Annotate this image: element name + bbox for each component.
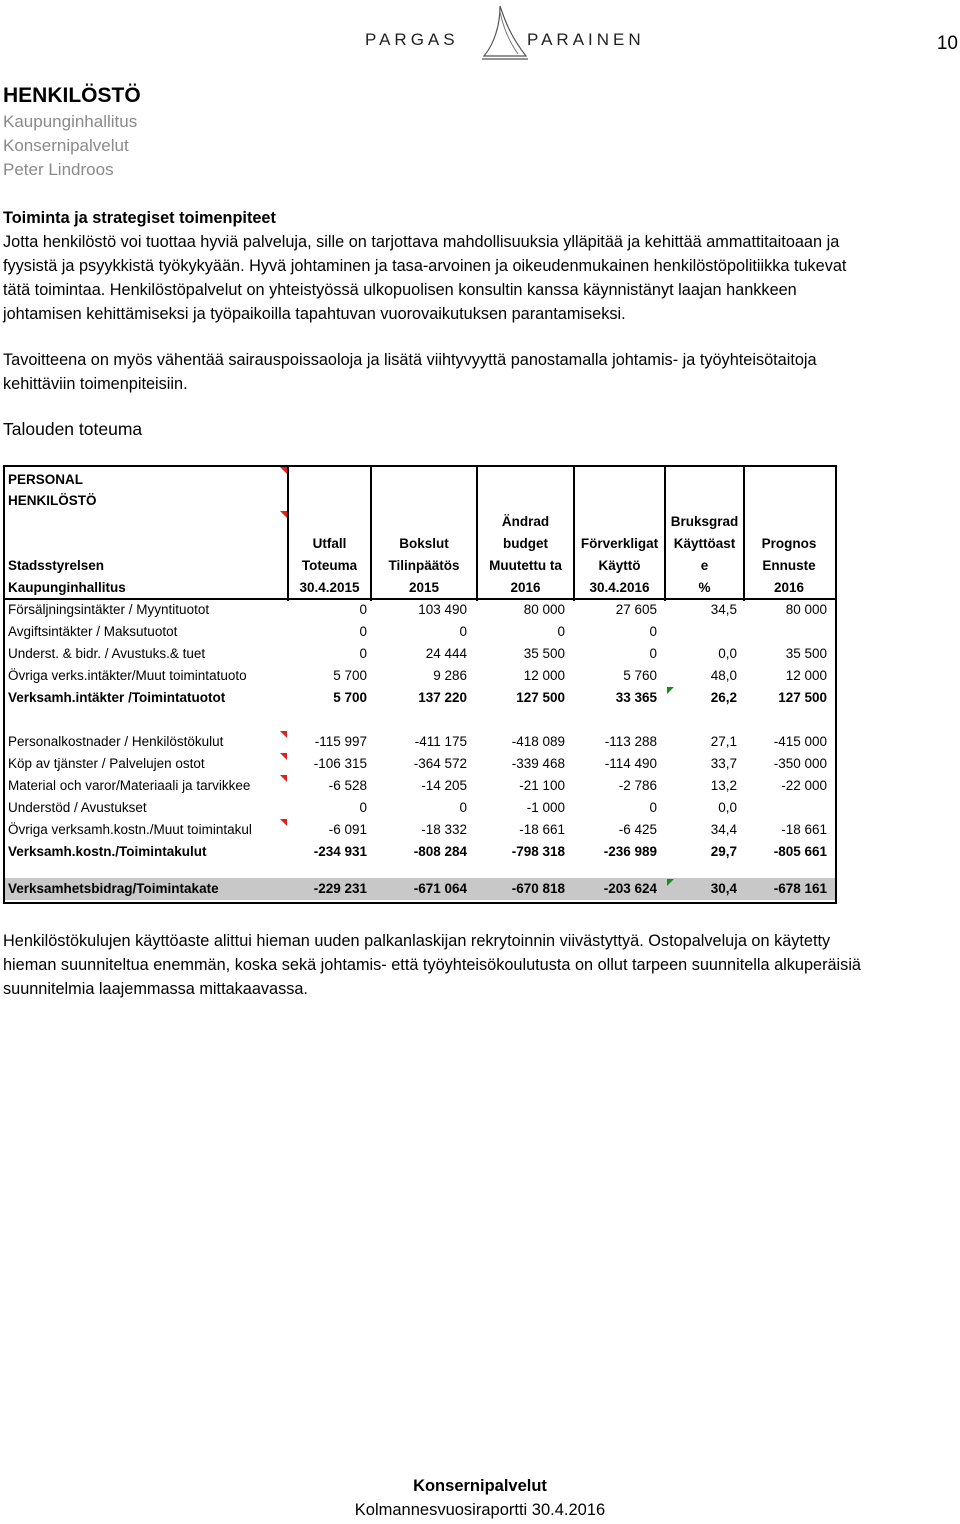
table-label-stadsstyrelsen: Stadsstyrelsen <box>8 558 105 573</box>
comment-marker-icon <box>280 467 287 474</box>
finance-table <box>3 465 837 904</box>
table-cell: -1 000 <box>526 800 565 815</box>
logo-text-pargas: PARGAS <box>365 30 459 49</box>
table-cell: 12 000 <box>785 668 827 683</box>
table-row-label: Övriga verks.intäkter/Muut toimintatuoto <box>8 668 247 683</box>
comment-marker-icon <box>280 775 287 782</box>
table-cell: -18 661 <box>519 822 565 837</box>
comment-marker-icon <box>280 511 287 518</box>
table-cell: -350 000 <box>773 756 827 771</box>
table-cell <box>647 621 737 643</box>
table-cell: 5 760 <box>623 668 657 683</box>
table-cell: 35 500 <box>523 646 565 661</box>
table-cell: -106 315 <box>313 756 367 771</box>
paragraph-goals <box>3 348 953 396</box>
table-cell: 80 000 <box>523 602 565 617</box>
page-title: HENKILÖSTÖ <box>3 84 141 107</box>
table-cell: 80 000 <box>785 602 827 617</box>
table-cell: -6 091 <box>328 822 367 837</box>
table-cell: 0,0 <box>718 800 737 815</box>
table-row-label: Köp av tjänster / Palvelujen ostot <box>8 756 205 771</box>
column-header-text: Prognos <box>761 536 817 551</box>
table-cell: 26,2 <box>710 690 737 705</box>
paragraph-line: kehittäviin toimenpiteisiin. <box>3 375 188 393</box>
table-cell: 33,7 <box>710 756 737 771</box>
subtitle-konsernipalvelut: Konsernipalvelut <box>3 136 129 155</box>
table-cell: -671 064 <box>413 881 467 896</box>
table-cell: -14 205 <box>421 778 467 793</box>
table-cell: -18 661 <box>781 822 827 837</box>
column-header-text: Ennuste <box>762 558 816 573</box>
column-header-text: Toteuma <box>301 558 358 573</box>
table-cell: -678 161 <box>773 881 827 896</box>
table-cell: -670 818 <box>511 881 565 896</box>
table-cell: 127 500 <box>778 690 827 705</box>
table-cell: 29,7 <box>710 844 737 859</box>
column-header-text: Muutettu ta <box>489 558 562 573</box>
table-cell: -808 284 <box>413 844 467 859</box>
paragraph-line: hieman suunniteltua enemmän, koska sekä johtamis- että työyhteisökoulutusta on ollut tarpeen suunnitella alkuperäisiä <box>3 956 861 974</box>
table-cell: 5 700 <box>333 690 367 705</box>
table-cell: 0 <box>649 800 657 815</box>
table-row-label: Övriga verksamh.kostn./Muut toimintakul <box>8 822 252 837</box>
table-cell: 0 <box>359 602 367 617</box>
table-cell: -234 931 <box>313 844 367 859</box>
table-row-label: Verksamh.intäkter /Toimintatuotot <box>8 690 226 705</box>
table-cell: -415 000 <box>773 734 827 749</box>
column-header-text: budget <box>503 536 548 551</box>
table-cell: -113 288 <box>604 734 657 749</box>
footer-report-name: Kolmannesvuosiraportti 30.4.2016 <box>354 1501 606 1519</box>
table-row-label: Material och varor/Materiaali ja tarvikkee <box>8 778 251 793</box>
column-header-text: Käyttö <box>598 558 641 573</box>
column-header-text: Käyttöast <box>673 536 736 551</box>
table-cell: 0 <box>557 624 565 639</box>
column-header-text: Ändrad <box>501 514 550 529</box>
column-header-text: Bruksgrad <box>670 514 739 529</box>
table-label-personal: PERSONAL <box>8 472 84 487</box>
subtitle-author: Peter Lindroos <box>3 160 114 179</box>
table-cell: 0 <box>359 624 367 639</box>
comment-marker-icon <box>280 753 287 760</box>
column-header-text <box>372 511 476 533</box>
table-cell: -21 100 <box>519 778 565 793</box>
column-header-text: 2015 <box>408 580 440 595</box>
column-header-text <box>745 511 833 533</box>
paragraph-line: fyysistä ja psyykkistä työkykyään. Hyvä johtaminen ja tasa-arvoinen ja oikeudenmukainen henkilöstöpolitiikka tukevat <box>3 257 847 275</box>
section-activities-title: Toiminta ja strategiset toimenpiteet <box>3 209 276 227</box>
table-row-label: Verksamh.kostn./Toimintakulut <box>8 844 207 859</box>
table-cell: -6 528 <box>328 778 367 793</box>
column-header-text: Tilinpäätös <box>388 558 460 573</box>
table-row-label: Avgiftsintäkter / Maksutuotot <box>8 624 178 639</box>
column-header-text: 2016 <box>773 580 805 595</box>
table-cell: 0 <box>649 646 657 661</box>
logo-text-parainen: PARAINEN <box>527 30 645 49</box>
table-cell: 0 <box>359 800 367 815</box>
table-cell: -236 989 <box>603 844 657 859</box>
table-cell: 137 220 <box>418 690 467 705</box>
paragraph-line: johtamisen kehittämiseksi ja työpaikoilla tapahtuvan vuorovaikutuksen parantamiseksi. <box>3 305 626 323</box>
table-cell: 12 000 <box>523 668 565 683</box>
table-cell: -6 425 <box>618 822 657 837</box>
footer-department: Konsernipalvelut <box>413 1477 547 1495</box>
table-cell: 34,4 <box>710 822 737 837</box>
sail-logo-icon <box>472 4 530 62</box>
comment-marker-icon <box>280 819 287 826</box>
column-header-text: e <box>700 558 709 573</box>
table-cell: -203 624 <box>603 881 657 896</box>
column-header-text <box>289 511 370 533</box>
subtitle-kaupunginhallitus: Kaupunginhallitus <box>3 112 138 131</box>
table-cell: -364 572 <box>413 756 467 771</box>
table-cell: 103 490 <box>418 602 467 617</box>
table-label-henkilosto: HENKILÖSTÖ <box>8 493 97 508</box>
column-header-text: Bokslut <box>399 536 449 551</box>
table-cell <box>737 621 827 643</box>
table-cell: -115 997 <box>314 734 367 749</box>
table-cell: 127 500 <box>516 690 565 705</box>
table-row-label: Försäljningsintäkter / Myyntituotot <box>8 602 210 617</box>
table-cell: 9 286 <box>433 668 467 683</box>
table-cell: -2 786 <box>618 778 657 793</box>
table-cell: -411 175 <box>414 734 467 749</box>
table-cell: 0,0 <box>718 646 737 661</box>
comment-marker-icon <box>280 731 287 738</box>
table-cell: -229 231 <box>313 881 367 896</box>
table-cell: -18 332 <box>421 822 467 837</box>
table-cell: 0 <box>459 624 467 639</box>
table-cell: 24 444 <box>425 646 467 661</box>
column-header-text <box>575 511 664 533</box>
table-cell: 33 365 <box>615 690 657 705</box>
table-row-label: Understöd / Avustukset <box>8 800 147 815</box>
table-cell: -339 468 <box>511 756 565 771</box>
table-cell: 30,4 <box>710 881 737 896</box>
pargas-parainen-logo <box>362 4 645 62</box>
column-header-text: Utfall <box>312 536 347 551</box>
paragraph-line: Jotta henkilöstö voi tuottaa hyviä palveluja, sille on tarjottava mahdollisuuksia ylläpitää ja kehittää ammattitaitoaan ja <box>3 233 840 251</box>
table-cell: -22 000 <box>781 778 827 793</box>
table-cell: 48,0 <box>710 668 737 683</box>
table-cell: 35 500 <box>785 646 827 661</box>
page-number: 10 <box>936 33 958 54</box>
table-cell: -805 661 <box>773 844 827 859</box>
table-row-label: Verksamhetsbidrag/Toimintakate <box>8 881 219 896</box>
paragraph-line: tätä toimintaa. Henkilöstöpalvelut on yhteistyössä ulkopuolisen konsultin kanssa käynnistänyt laajan hankkeen <box>3 281 797 299</box>
column-header-text: % <box>698 580 711 595</box>
table-cell: 34,5 <box>710 602 737 617</box>
table-cell: 0 <box>649 624 657 639</box>
table-cell: 27,1 <box>710 734 737 749</box>
table-cell: 13,2 <box>710 778 737 793</box>
column-header-text: Förverkligat <box>580 536 659 551</box>
paragraph-line: suunnitelmia laajemmassa mittakaavassa. <box>3 980 308 998</box>
table-cell: 0 <box>359 646 367 661</box>
column-header-text: 30.4.2016 <box>589 580 650 595</box>
paragraph-line: Tavoitteena on myös vähentää sairauspoissaoloja ja lisätä viihtyvyyttä panostamalla johtamis- ja työyhteisötaitoja <box>3 351 817 369</box>
table-label-kaupunginhallitus: Kaupunginhallitus <box>8 580 126 595</box>
table-row-label: Underst. & bidr. / Avustuks.& tuet <box>8 646 206 661</box>
table-row-label: Personalkostnader / Henkilöstökulut <box>8 734 224 749</box>
section-activities <box>3 206 953 326</box>
table-cell: -114 490 <box>604 756 657 771</box>
comment-marker-icon <box>667 879 674 886</box>
table-cell: -418 089 <box>511 734 565 749</box>
table-cell: 5 700 <box>333 668 367 683</box>
comment-marker-icon <box>667 687 674 694</box>
table-cell: 0 <box>459 800 467 815</box>
column-header-text: 30.4.2015 <box>299 580 360 595</box>
economy-title: Talouden toteuma <box>3 419 143 439</box>
table-cell: 27 605 <box>615 602 657 617</box>
table-cell: -798 318 <box>511 844 565 859</box>
paragraph-line: Henkilöstökulujen käyttöaste alittui hieman uuden palkanlaskijan rekrytoinnin viivästyttyä. Ostopalveluja on käytetty <box>3 932 831 950</box>
column-header-text: 2016 <box>510 580 541 595</box>
closing-paragraph <box>3 929 953 1001</box>
table-cell <box>737 797 827 819</box>
